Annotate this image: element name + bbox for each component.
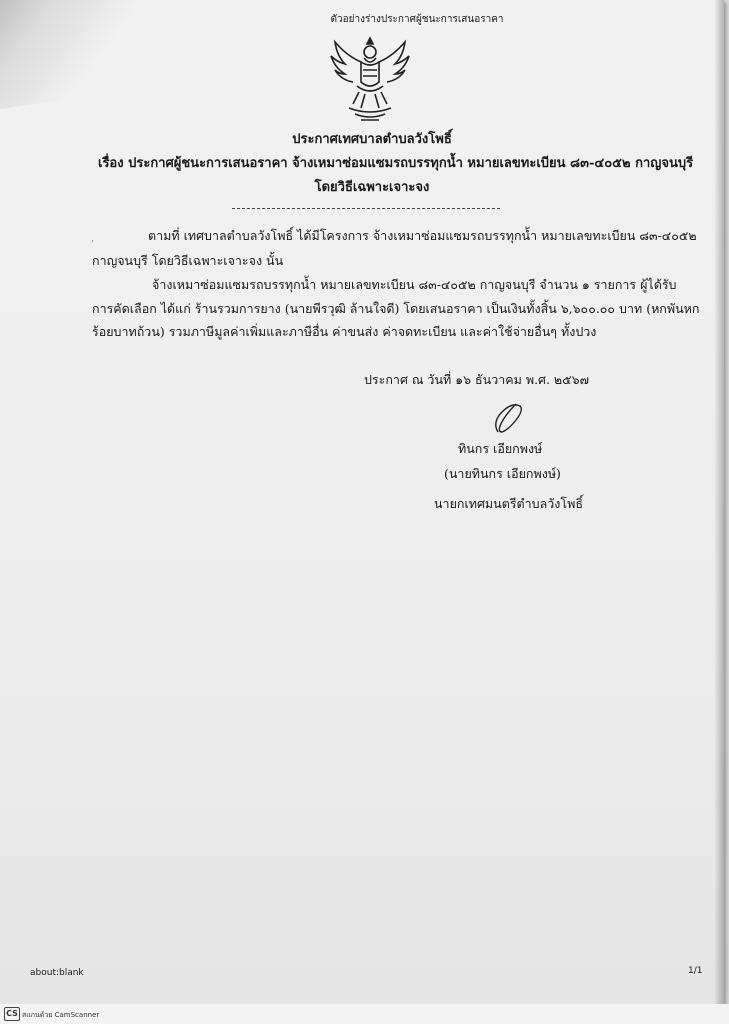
paragraph-1-line-1: ตามที่ เทศบาลตำบลวังโพธิ์ ได้มีโครงการ จ้างเหมาซ่อมแซมรถบรรทุกน้ำ หมายเลขทะเบียน ๘๓-๔๐๕๒ (148, 228, 697, 243)
draft-note: ตัวอย่างร่างประกาศผู้ชนะการเสนอราคา (330, 14, 504, 25)
divider-rule (232, 208, 500, 209)
signer-full-name: (นายทินกร เอียกพงษ์) (444, 466, 561, 481)
signer-position: นายกเทศมนตรีตำบลวังโพธิ์ (434, 496, 583, 511)
scanner-watermark (0, 1004, 729, 1024)
paragraph-2-line-3: ร้อยบาทถ้วน) รวมภาษีมูลค่าเพิ่มและภาษีอื่น ค่าขนส่ง ค่าจดทะเบียน และค่าใช้จ่ายอื่นๆ ทั้งปวง (92, 324, 597, 339)
subject-line: เรื่อง ประกาศผู้ชนะการเสนอราคา จ้างเหมาซ่อมแซมรถบรรทุกน้ำ หมายเลขทะเบียน ๘๓-๔๐๕๒ กาญจนบุรี (98, 156, 694, 171)
paragraph-1-line-2: กาญจนบุรี โดยวิธีเฉพาะเจาะจง นั้น (92, 253, 284, 268)
scan-edge-shadow (714, 0, 724, 1004)
subject-method: โดยวิธีเฉพาะเจาะจง (314, 180, 430, 195)
announcement-date: ประกาศ ณ วันที่ ๑๖ ธันวาคม พ.ศ. ๒๕๖๗ (364, 372, 589, 387)
print-footer-url: about:blank (30, 968, 84, 978)
garuda-emblem-icon (325, 30, 415, 130)
paragraph-2-line-1: จ้างเหมาซ่อมแซมรถบรรทุกน้ำ หมายเลขทะเบียน ๘๓-๔๐๕๒ กาญจนบุรี จำนวน ๑ รายการ ผู้ได้รับ (152, 277, 677, 292)
print-footer-page: 1/1 (688, 966, 703, 976)
camscanner-label: สแกนด้วย CamScanner (22, 1011, 100, 1019)
handwritten-signature (488, 398, 528, 438)
signer-name: ทินกร เอียกพงษ์ (458, 441, 543, 456)
organization-title: ประกาศเทศบาลตำบลวังโพธิ์ (292, 132, 452, 147)
camscanner-logo-icon: CS (4, 1007, 20, 1021)
paragraph-2-line-2: การคัดเลือก ได้แก่ ร้านรวมการยาง (นายพีรวุฒิ ล้านใจดี) โดยเสนอราคา เป็นเงินทั้งสิ้น ๖,๖๐๐.๐๐ บาท (หกพันหก (92, 301, 700, 316)
stray-mark: , (91, 233, 95, 244)
